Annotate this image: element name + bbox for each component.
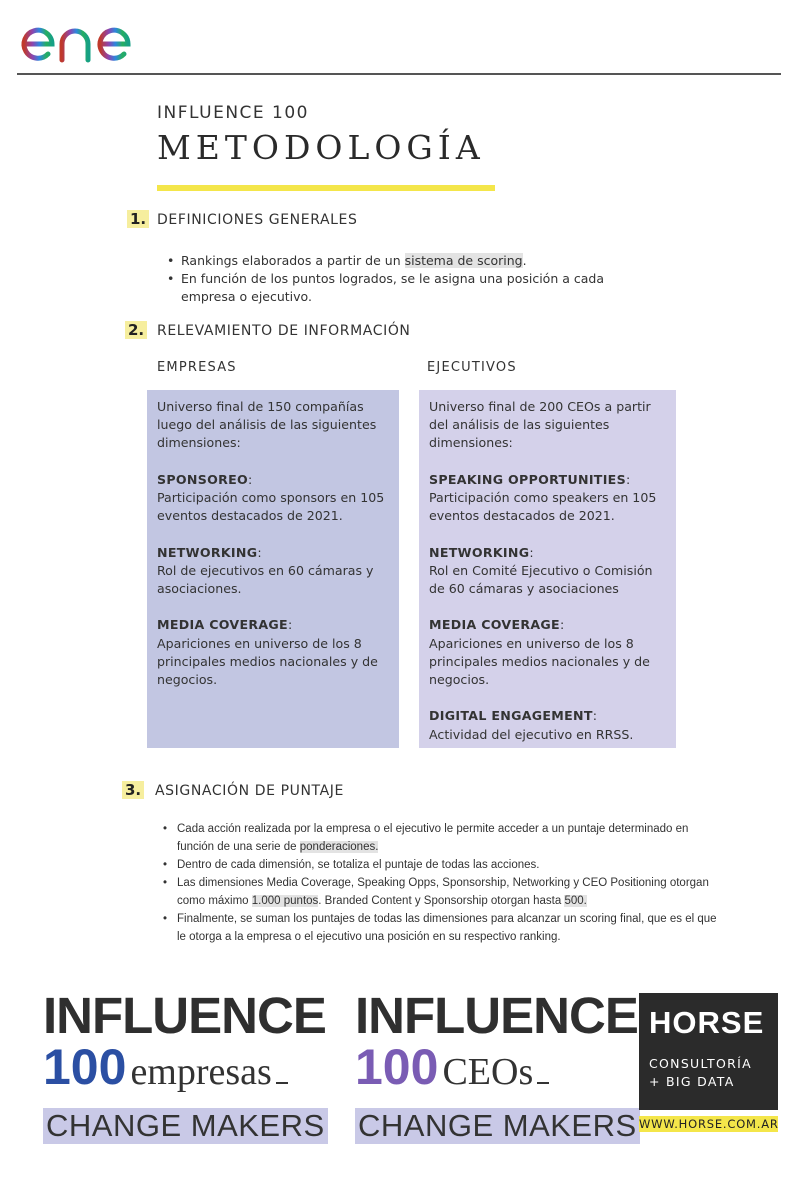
dimension-name: DIGITAL ENGAGEMENT (429, 708, 593, 724)
influence-ceos-brand (355, 987, 640, 1144)
list-item: • En función de los puntos logrados, se le asigna una posición a cada empresa o ejecutivo. (167, 270, 637, 306)
horse-name: HORSE (649, 1005, 765, 1040)
dimension-name: MEDIA COVERAGE (429, 617, 560, 633)
dimension-item: MEDIA COVERAGE: Apariciones en universo de los 8 principales medios nacionales y de negocios. (157, 617, 378, 687)
highlight: ponderaciones. (299, 841, 379, 853)
dimension-name: MEDIA COVERAGE (157, 617, 288, 633)
logo-text: enel (18, 14, 21, 15)
box-intro: Universo final de 200 CEOs a partir del análisis de las siguientes dimensiones: (429, 399, 651, 451)
brand-word: empresas (130, 1051, 272, 1093)
highlight: 500. (564, 895, 587, 907)
brand-subtitle (43, 1039, 328, 1095)
dimension-item: NETWORKING: Rol de ejecutivos en 60 cámaras y asociaciones. (157, 544, 374, 596)
dimension-desc: Rol de ejecutivos en 60 cámaras y asociaciones. (157, 562, 374, 596)
highlight: sistema de scoring (404, 253, 523, 268)
section-1-title: DEFINICIONES GENERALES (157, 212, 358, 228)
brand-number: 100 (43, 1039, 127, 1095)
page-title: METODOLOGÍA (157, 128, 485, 167)
dimension-name: SPONSOREO (157, 471, 249, 487)
enel-logo (18, 14, 168, 66)
influence-empresas-brand (43, 987, 328, 1144)
list-item: • Dentro de cada dimensión, se totaliza el puntaje de todas las acciones. (163, 856, 723, 874)
dimension-item: SPEAKING OPPORTUNITIES: Participación como speakers en 105 eventos destacados de 2021. (429, 471, 657, 524)
horse-tagline: CONSULTORÍA + BIG DATA (649, 1056, 752, 1089)
section-3-title: ASIGNACIÓN DE PUNTAJE (155, 783, 344, 799)
horse-logo-box (639, 993, 778, 1110)
dimension-desc: Participación como speakers en 105 eventos destacados de 2021. (429, 490, 657, 524)
section-3-bullets (163, 820, 723, 946)
column-heading-ejecutivos: EJECUTIVOS (427, 360, 517, 375)
empresas-dimensions-box (147, 390, 399, 748)
list-item: • Las dimensiones Media Coverage, Speaking Opps, Sponsorship, Networking y CEO Positioning otorgan como máximo 1.000 puntos. Branded Content y Sponsorship otorgan hasta 500. (163, 874, 723, 910)
dimension-desc: Apariciones en universo de los 8 principales medios nacionales y de negocios. (157, 635, 378, 687)
brand-title: INFLUENCE (355, 987, 638, 1044)
section-2-number: 2. (125, 321, 147, 339)
page-kicker: INFLUENCE 100 (157, 103, 309, 123)
section-1-bullets (167, 252, 637, 306)
dimension-desc: Apariciones en universo de los 8 principales medios nacionales y de negocios. (429, 635, 650, 687)
column-heading-empresas: EMPRESAS (157, 360, 237, 375)
section-3-number: 3. (122, 781, 144, 799)
brand-tagline: CHANGE MAKERS (43, 1108, 328, 1144)
dimension-item: NETWORKING: Rol en Comité Ejecutivo o Comisión de 60 cámaras y asociaciones (429, 544, 653, 596)
brand-subtitle (355, 1039, 640, 1095)
dimension-name: NETWORKING (429, 544, 530, 560)
ejecutivos-dimensions-box (419, 390, 676, 748)
header-divider (17, 73, 781, 75)
dimension-desc: Rol en Comité Ejecutivo o Comisión de 60 cámaras y asociaciones (429, 562, 653, 596)
horse-url-link[interactable]: WWW.HORSE.COM.AR (639, 1117, 779, 1131)
brand-title: INFLUENCE (43, 987, 326, 1044)
section-1-number: 1. (127, 210, 149, 228)
brand-tagline: CHANGE MAKERS (355, 1108, 640, 1144)
list-item: • Finalmente, se suman los puntajes de todas las dimensiones para alcanzar un scoring final, que es el que le otorga a la empresa o el ejecutivo una posición en su respectivo ranking. (163, 910, 723, 946)
box-intro: Universo final de 150 compañías luego del análisis de las siguientes dimensiones: (157, 399, 377, 451)
dimension-item: MEDIA COVERAGE: Apariciones en universo de los 8 principales medios nacionales y de negocios. (429, 617, 650, 687)
dimension-desc: Participación como sponsors en 105 eventos destacados de 2021. (157, 490, 385, 524)
dimension-item: DIGITAL ENGAGEMENT: Actividad del ejecutivo en RRSS. (429, 708, 634, 742)
brand-number: 100 (355, 1039, 439, 1095)
dimension-item: SPONSOREO: Participación como sponsors en 105 eventos destacados de 2021. (157, 471, 385, 524)
list-item: • Cada acción realizada por la empresa o el ejecutivo le permite acceder a un puntaje determinado en función de una serie de ponderaciones. (163, 820, 723, 856)
list-item: • Rankings elaborados a partir de un sistema de scoring. (167, 252, 637, 270)
title-underline (157, 185, 495, 191)
highlight: 1.000 puntos (251, 895, 319, 907)
dimension-name: SPEAKING OPPORTUNITIES (429, 471, 626, 487)
dimension-name: NETWORKING (157, 544, 258, 560)
brand-word: CEOs (442, 1051, 534, 1093)
dimension-desc: Actividad del ejecutivo en RRSS. (429, 726, 634, 742)
section-2-title: RELEVAMIENTO DE INFORMACIÓN (157, 323, 411, 339)
